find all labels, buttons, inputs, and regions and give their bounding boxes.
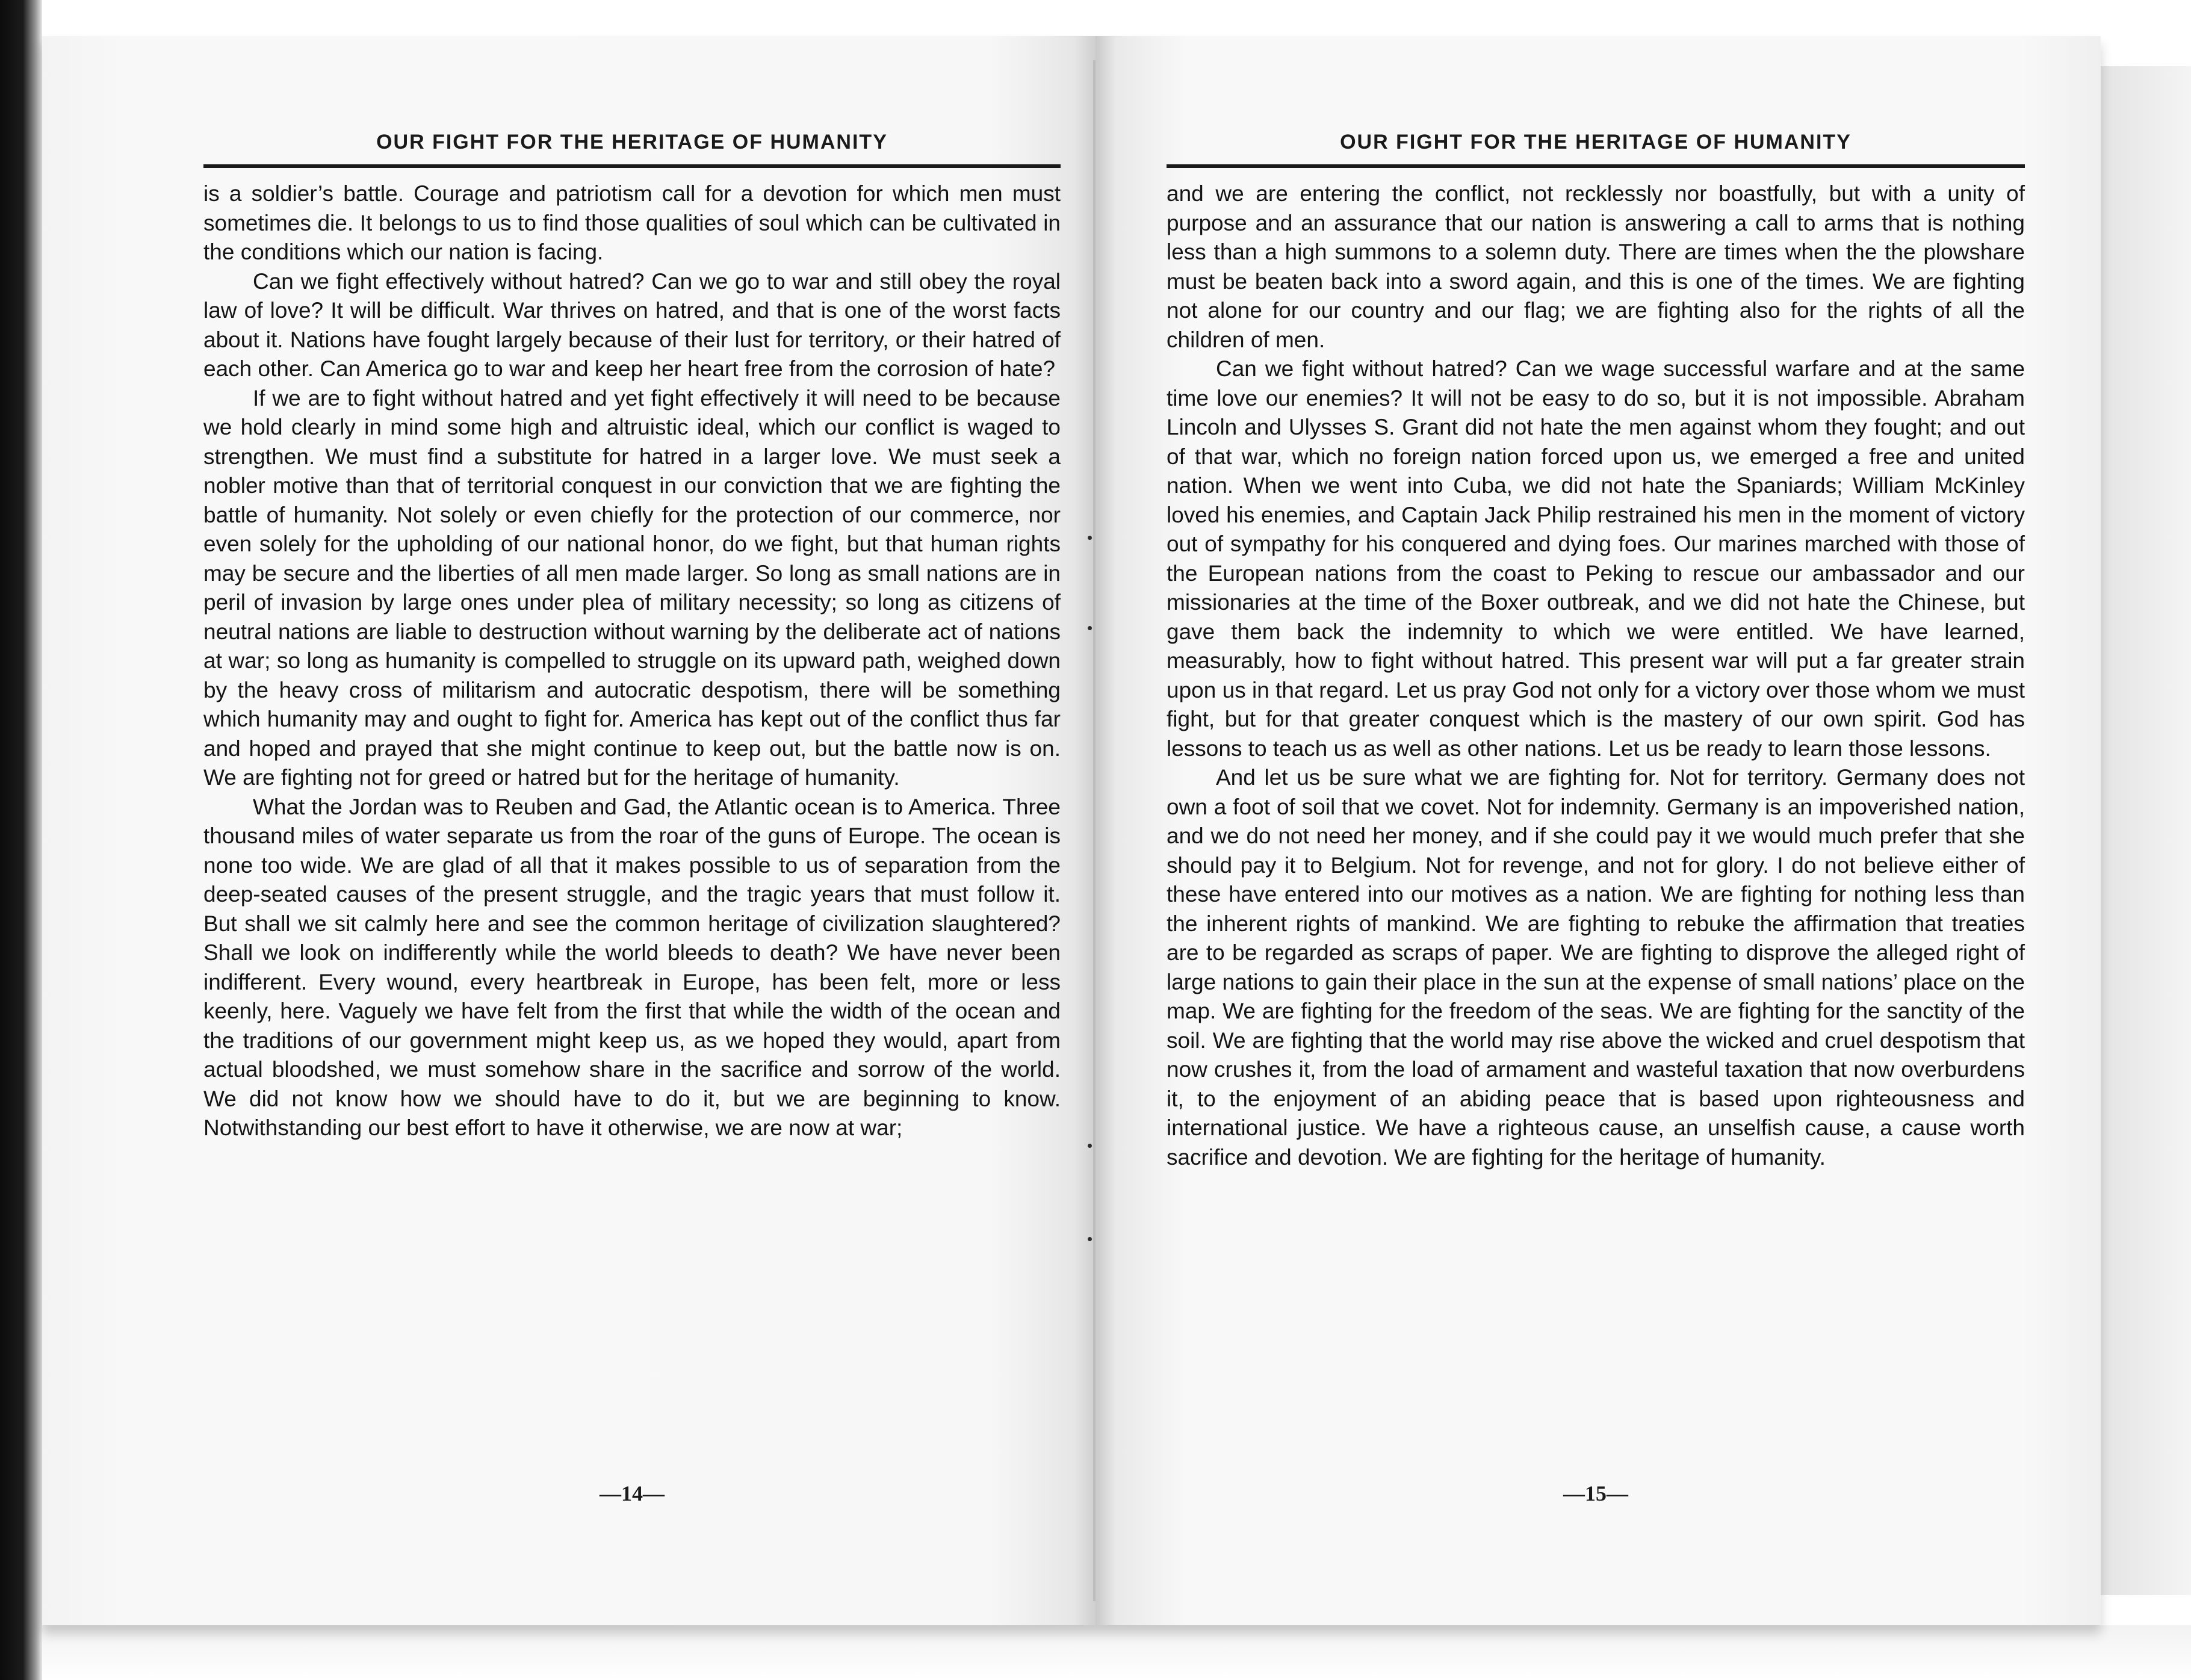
next-page-edge (2101, 66, 2191, 1595)
right-page-text (1167, 179, 2025, 1172)
right-paragraph-3: And let us be sure what we are fighting for. Not for territory. Germany does not own a foot of soil that we covet. Not for indemnity. Germany is an impoverished nation, and we do not need her money, and if she could pay it we would much prefer that she should pay it to Belgium. Not for revenge, and not for glory. I do not believe either of these have entered into our motives as a nation. We are fighting for nothing less than the inherent rights of mankind. We are fighting to rebuke the affirmation that treaties are to be regarded as scraps of paper. We are fighting to disprove the alleged right of large nations to gain their place in the sun at the expense of small nations’ place on the map. We are fighting for the freedom of the seas. We are fighting for the sanctity of the soil. We are fighting that the world may rise above the wicked and cruel despotism that now crushes it, from the load of armament and wasteful taxation that now overburdens it, to the enjoyment of an abiding peace that is based upon righteousness and international justice. We have a righteous cause, an unselfish cause, a cause worth sacrifice and devotion. We are fighting for the heritage of humanity. (1167, 765, 2025, 1170)
right-page-number: —15— (1563, 1481, 1628, 1505)
binding-staple-mark (1088, 1237, 1092, 1241)
left-paragraph-4: What the Jordan was to Reuben and Gad, the Atlantic ocean is to America. Three thousand miles of water separate us from the roar of the guns of Europe. The ocean is none too wide. We are glad of all that it makes possible to us of separation from the deep-seated causes of the present struggle, and the tragic years that must follow it. But shall we sit calmly here and see the common heritage of civilization slaughtered? Shall we look on indifferently while the world bleeds to death? We have never been indifferent. Every wound, every heartbreak in Europe, has been felt, more or less keenly, here. Vaguely we have felt from the first that while the width of the ocean and the traditions of our government might keep us, as we hoped they would, apart from actual bloodshed, we must somehow share in the sacrifice and sorrow of the world. We did not know how we should have to do it, but we are beginning to know. Notwithstanding our best effort to have it otherwise, we are now at war; (203, 794, 1061, 1140)
scan-border-left (0, 0, 42, 1680)
scan-border-bottom (42, 1625, 2191, 1680)
right-paragraph-1: and we are entering the conflict, not recklessly nor boastfully, but with a unity of purpose and an assurance that our nation is answering a call to arms that is nothing less than a high summons to a solemn duty. There are times when the the plowshare must be beaten back into a sword again, and this is one of the times. We are fighting not alone for our country and our flag; we are fighting also for the rights of all the children of men. (1167, 181, 2025, 352)
binding-staple-mark (1088, 1144, 1092, 1148)
left-page (42, 36, 1096, 1625)
left-running-head: OUR FIGHT FOR THE HERITAGE OF HUMANITY (376, 131, 888, 153)
binding-staple-mark (1088, 626, 1092, 630)
left-paragraph-2: Can we fight effectively without hatred? Can we go to war and still obey the royal law of love? It will be difficult. War thrives on hatred, and that is one of the worst facts about it. Nations have fought largely because of their lust for territory, or their hatred of each other. Can America go to war and keep her heart free from the corrosion of hate? (203, 268, 1061, 381)
booklet-spread (42, 36, 2101, 1625)
left-page-text (203, 179, 1061, 1143)
left-header-rule (203, 164, 1061, 168)
left-paragraph-3: If we are to fight without hatred and yet fight effectively it will need to be because we hold clearly in mind some high and altruistic ideal, which our conflict is waged to strengthen. We must find a substitute for hatred in a larger love. We must seek a nobler motive than that of territorial conquest in our conviction that we are fighting the battle of humanity. Not solely or even chiefly for the protection of our commerce, nor even solely for the upholding of our national honor, do we fight, but that human rights may be secure and the liberties of all men made larger. So long as small nations are in peril of invasion by large ones under plea of military necessity; so long as citizens of neutral nations are liable to destruction without warning by the deliberate act of nations at war; so long as humanity is compelled to struggle on its upward path, weighed down by the heavy cross of militarism and autocratic despotism, there will be something which humanity may and ought to fight for. America has kept out of the conflict thus far and hoped and prayed that she might continue to keep out, but the battle now is on. We are fighting not for greed or hatred but for the heritage of humanity. (203, 385, 1061, 790)
left-paragraph-1: is a soldier’s battle. Courage and patriotism call for a devotion for which men must sometimes die. It belongs to us to find those qualities of soul which can be cultivated in the conditions which our nation is facing. (203, 181, 1061, 264)
binding-staple-mark (1088, 536, 1092, 540)
right-paragraph-2: Can we fight without hatred? Can we wage successful warfare and at the same time love our enemies? It will not be easy to do so, but it is not impossible. Abraham Lincoln and Ulysses S. Grant did not hate the men against whom they fought; and out of that war, which no foreign nation forced upon us, we emerged a free and united nation. When we went into Cuba, we did not hate the Spaniards; William McKinley loved his enemies, and Captain Jack Philip restrained his men in the moment of victory out of sympathy for his conquered and dying foes. Our marines marched with those of the European nations from the coast to Peking to rescue our ambassador and our missionaries at the time of the Boxer outbreak, and we did not hate the Chinese, but gave them back the indemnity to which we were entitled. We have learned, measurably, how to fight without hatred. This present war will put a far greater strain upon us in that regard. Let us pray God not only for a victory over those whom we must fight, but for that greater conquest which is the mastery of our own spirit. God has lessons to teach us as well as other nations. Let us be ready to learn those lessons. (1167, 356, 2025, 761)
right-running-head: OUR FIGHT FOR THE HERITAGE OF HUMANITY (1340, 131, 1852, 153)
right-page (1096, 36, 2101, 1625)
left-page-number: —14— (600, 1481, 665, 1505)
right-header-rule (1167, 164, 2025, 168)
